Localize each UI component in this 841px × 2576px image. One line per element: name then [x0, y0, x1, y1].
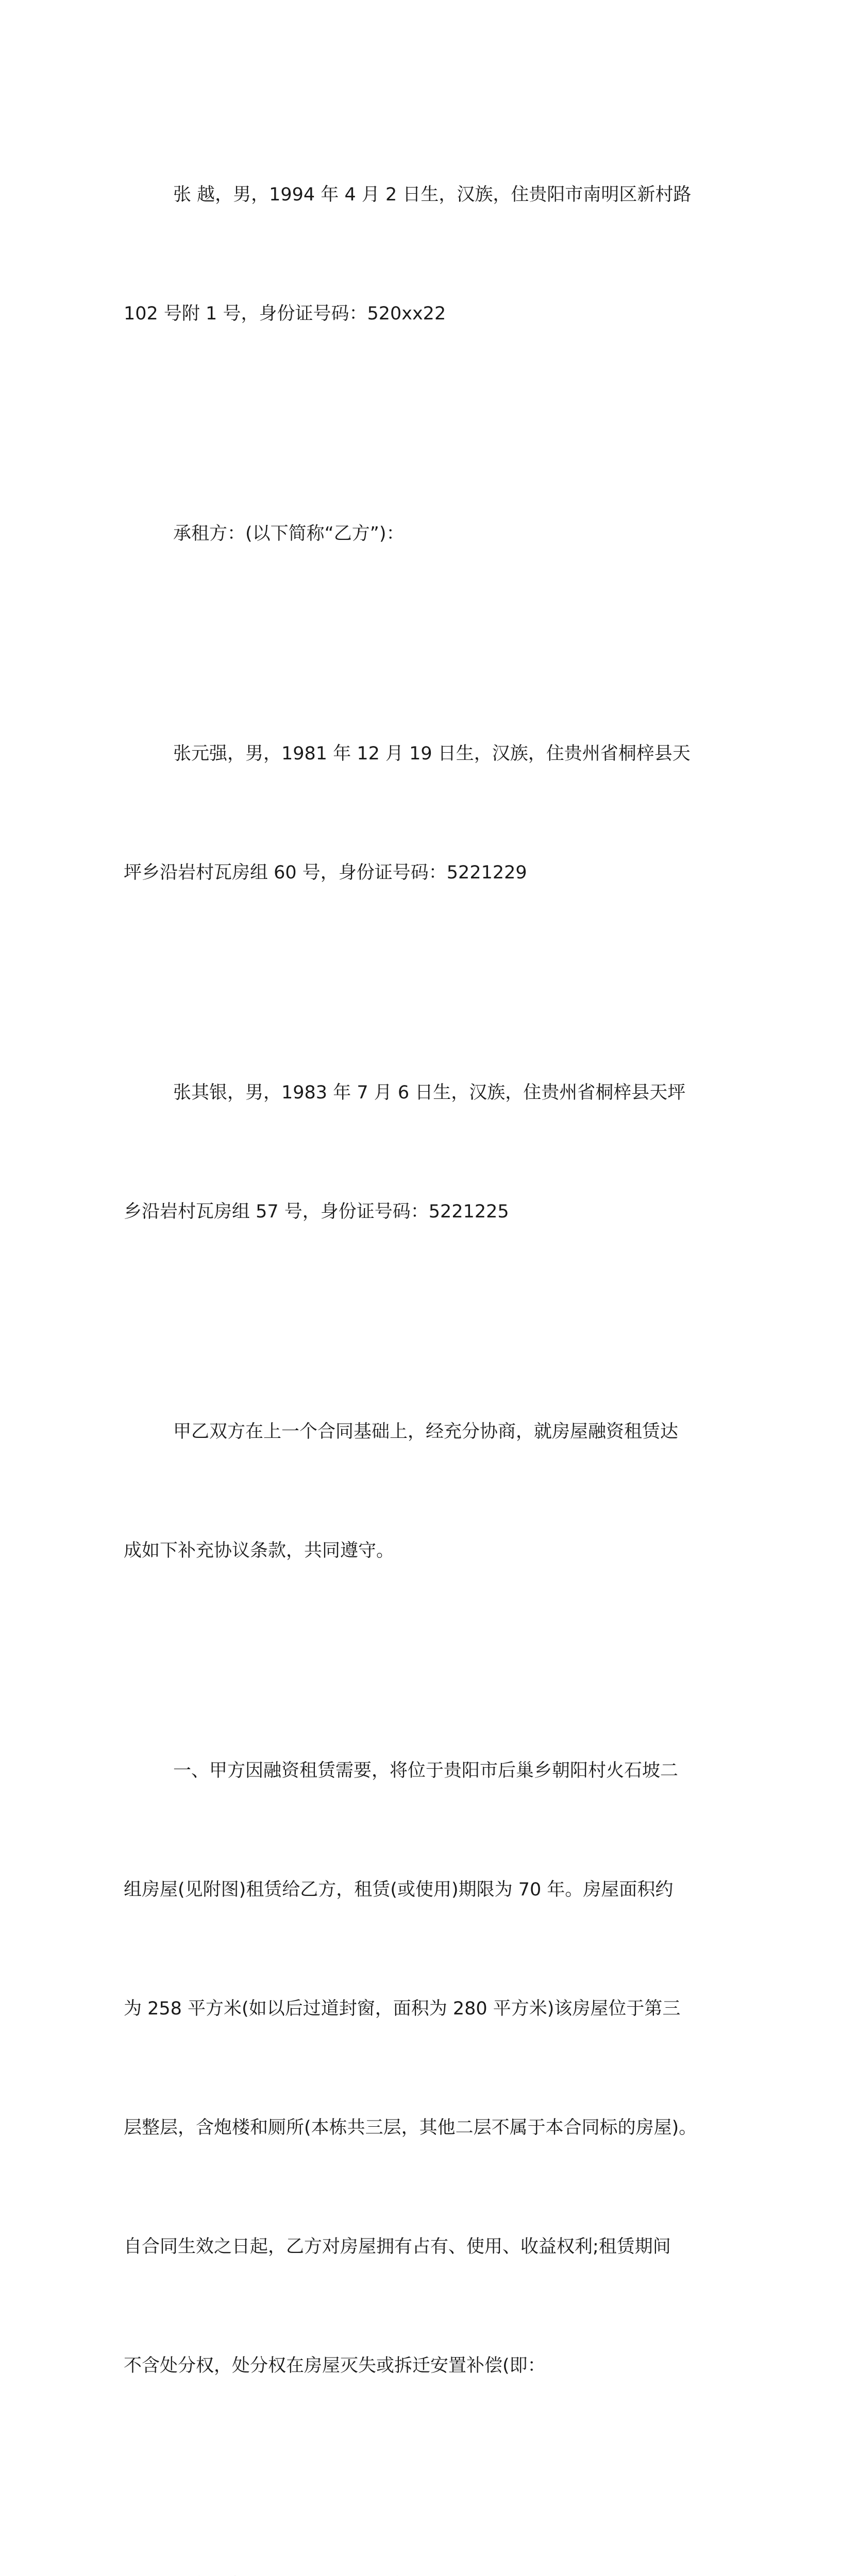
- text-line: 坪乡沿岩村瓦房组 60 号，身份证号码：5221229: [124, 862, 527, 883]
- text-line: 不含处分权，处分权在房屋灭失或拆迁安置补偿(即：: [124, 2355, 546, 2376]
- text-line: 一、甲方因融资租赁需要，将位于贵阳市后巢乡朝阳村火石坡二: [173, 1760, 679, 1781]
- text-line: 成如下补充协议条款，共同遵守。: [124, 1540, 395, 1561]
- text-line: 乡沿岩村瓦房组 57 号，身份证号码：5221225: [124, 1201, 509, 1222]
- paragraph-lessee-zhang-yuanqiang: [124, 655, 721, 972]
- document-body: [124, 96, 721, 2576]
- paragraph-agreement-intro: [124, 1333, 721, 1650]
- text-line: 张元强，男，1981 年 12 月 19 日生，汉族，住贵州省桐梓县天: [173, 743, 691, 764]
- paragraph-rights-transfer: [124, 2487, 721, 2576]
- paragraph-clause-one: [124, 1672, 721, 2465]
- text-line: 层整层，含炮楼和厕所(本栋共三层，其他二层不属于本合同标的房屋)。: [124, 2117, 697, 2138]
- paragraph-lessor-zhang-yue: [124, 96, 721, 413]
- paragraph-lessee-zhang-qiyin: [124, 994, 721, 1311]
- text-line: 组房屋(见附图)租赁给乙方，租赁(或使用)期限为 70 年。房屋面积约: [124, 1879, 674, 1900]
- text-line: 自合同生效之日起，乙方对房屋拥有占有、使用、收益权利;租赁期间: [124, 2236, 671, 2257]
- text-line: [124, 2566, 721, 2576]
- text-line: 102 号附 1 号，身份证号码：520xx22: [124, 303, 446, 324]
- text-line: 承租方：(以下简称“乙方”)：: [173, 523, 405, 544]
- text-line: 甲乙双方在上一个合同基础上，经充分协商，就房屋融资租赁达: [173, 1421, 679, 1442]
- text-line: 为 258 平方米(如以后过道封窗，面积为 280 平方米)该房屋位于第三: [124, 1998, 681, 2019]
- text-line: 张其银，男，1983 年 7 月 6 日生，汉族，住贵州省桐梓县天坪: [173, 1082, 686, 1103]
- text-line: 张 越，男，1994 年 4 月 2 日生，汉族，住贵阳市南明区新村路: [173, 184, 692, 205]
- paragraph-lessee-heading: [124, 435, 721, 633]
